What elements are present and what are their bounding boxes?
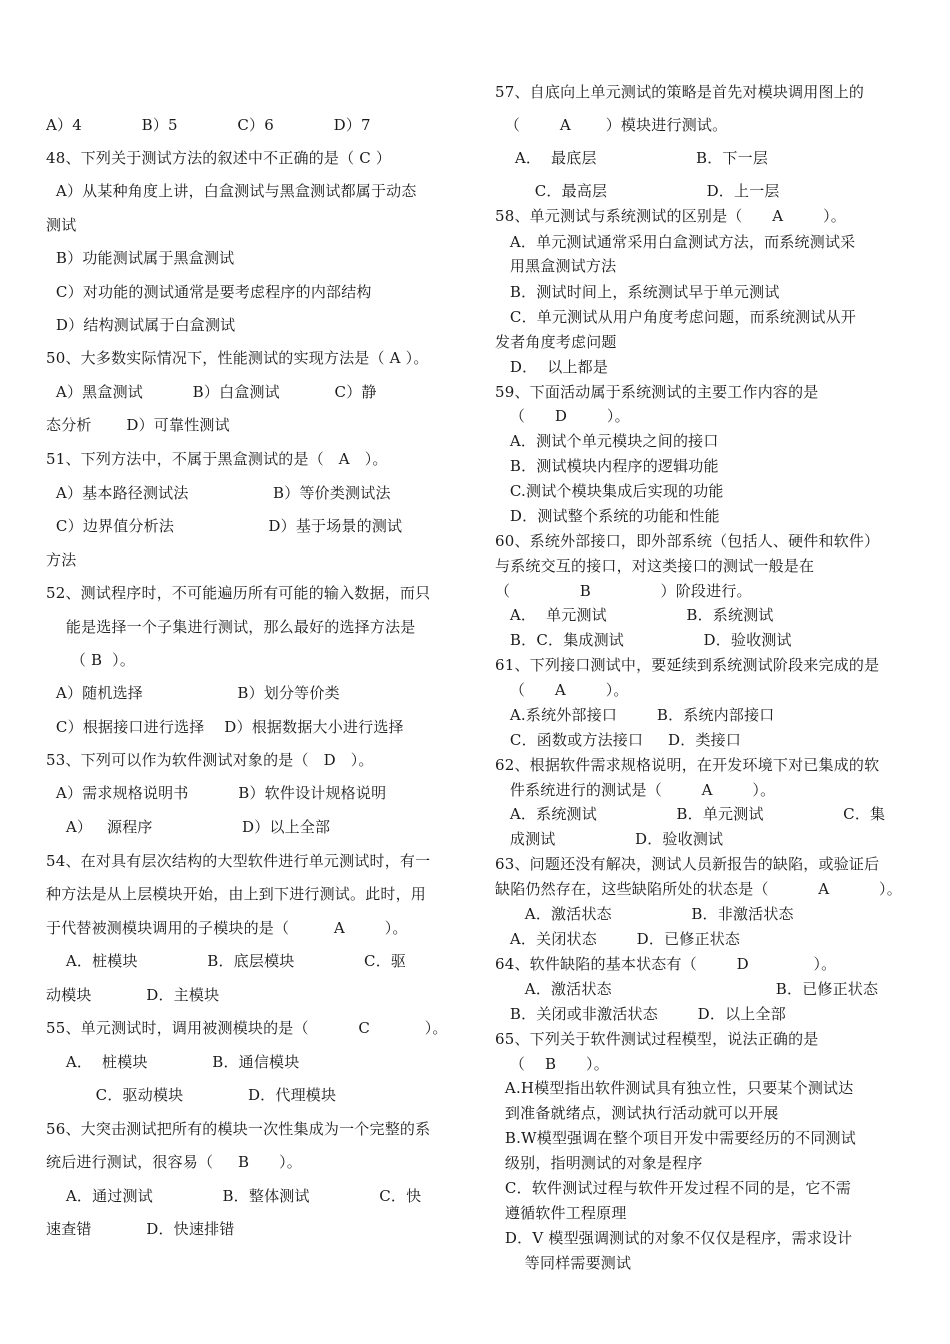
option-line: A． 单元测试 B．系统测试 <box>495 606 774 624</box>
option-line: A）随机选择 B）划分等价类 <box>46 684 340 702</box>
question-line: （ A ）模块进行测试。 <box>495 116 728 134</box>
question-line: （ B ）。 <box>46 651 136 669</box>
option-line: 动模块 D．主模块 <box>46 986 220 1004</box>
option-line: 到准备就绪点，测试执行活动就可以开展 <box>495 1104 779 1122</box>
left-column <box>0 0 470 1344</box>
option-line: A）4 B）5 C）6 D）7 <box>46 116 371 134</box>
question-line: （ D ）。 <box>495 407 630 425</box>
question-line: 48、下列关于测试方法的叙述中不正确的是（ C ） <box>46 149 392 167</box>
question-line: 61、下列接口测试中，要延续到系统测试阶段来完成的是 <box>495 656 880 674</box>
question-line: 65、下列关于软件测试过程模型，说法正确的是 <box>495 1030 819 1048</box>
option-line: C）根据接口进行选择 D）根据数据大小进行选择 <box>46 718 404 736</box>
question-line: 50、大多数实际情况下，性能测试的实现方法是（ A ）。 <box>46 349 429 367</box>
question-line: 64、软件缺陷的基本状态有（ D ）。 <box>495 955 837 973</box>
option-line: C）边界值分析法 D）基于场景的测试 <box>46 517 403 535</box>
option-line: 测试 <box>46 216 77 234</box>
question-line: 51、下列方法中，不属于黑盒测试的是（ A ）。 <box>46 450 388 468</box>
option-line: A.H模型指出软件测试具有独立性，只要某个测试达 <box>495 1079 854 1097</box>
question-line: 与系统交互的接口，对这类接口的测试一般是在 <box>495 557 815 575</box>
option-line: A．系统测试 B．单元测试 C．集 <box>495 805 886 823</box>
question-line: 62、根据软件需求规格说明，在开发环境下对已集成的软 <box>495 756 880 774</box>
option-line: 成测试 D．验收测试 <box>495 830 724 848</box>
option-line: B．测试时间上，系统测试早于单元测试 <box>495 283 780 301</box>
question-line: （ B ）阶段进行。 <box>495 582 752 600</box>
question-line: 种方法是从上层模块开始，由上到下进行测试。此时，用 <box>46 885 427 903</box>
option-line: C.测试个模块集成后实现的功能 <box>495 482 724 500</box>
option-line: D．V 模型强调测试的对象不仅仅是程序，需求设计 <box>495 1229 853 1247</box>
option-line: B．C．集成测试 D．验收测试 <box>495 631 792 649</box>
question-line: （ B ）。 <box>495 1055 609 1073</box>
option-line: B．关闭或非激活状态 D．以上全部 <box>495 1005 786 1023</box>
option-line: A.系统外部接口 B．系统内部接口 <box>495 706 775 724</box>
option-line: 用黑盒测试方法 <box>495 257 617 275</box>
option-line: A）需求规格说明书 B）软件设计规格说明 <box>46 784 387 802</box>
question-line: 57、自底向上单元测试的策略是首先对模块调用图上的 <box>495 83 865 101</box>
option-line: 等同样需要测试 <box>495 1254 632 1272</box>
option-line: A） 源程序 D）以上全部 <box>46 818 331 836</box>
option-line: C．软件测试过程与软件开发过程不同的是，它不需 <box>495 1179 852 1197</box>
option-line: 级别，指明测试的对象是程序 <box>495 1154 703 1172</box>
question-line: （ A ）。 <box>495 681 629 699</box>
option-line: A．通过测试 B．整体测试 C．快 <box>46 1187 422 1205</box>
option-line: D． 以上都是 <box>495 358 609 376</box>
option-line: 态分析 D）可靠性测试 <box>46 416 230 434</box>
option-line: A． 最底层 B．下一层 <box>495 149 769 167</box>
option-line: B）功能测试属于黑盒测试 <box>46 249 235 267</box>
option-line: A．单元测试通常采用白盒测试方法，而系统测试采 <box>495 233 856 251</box>
question-line: 件系统进行的测试是（ A ）。 <box>495 781 776 799</box>
option-line: D）结构测试属于白盒测试 <box>46 316 236 334</box>
question-line: 54、在对具有层次结构的大型软件进行单元测试时，有一 <box>46 852 431 870</box>
option-line: 遵循软件工程原理 <box>495 1204 627 1222</box>
question-line: 于代替被测模块调用的子模块的是（ A ）。 <box>46 919 408 937</box>
option-line: A．激活状态 B．已修正状态 <box>495 980 879 998</box>
option-line: A）从某种角度上讲，白盒测试与黑盒测试都属于动态 <box>46 182 417 200</box>
option-line: C．单元测试从用户角度考虑问题，而系统测试从开 <box>495 308 856 326</box>
option-line: A．测试个单元模块之间的接口 <box>495 432 719 450</box>
option-line: A）基本路径测试法 B）等价类测试法 <box>46 484 391 502</box>
option-line: C．最高层 D．上一层 <box>495 182 780 200</box>
option-line: A）黑盒测试 B）白盒测试 C）静 <box>46 383 377 401</box>
question-line: 60、系统外部接口，即外部系统（包括人、硬件和软件） <box>495 532 880 550</box>
right-column <box>470 0 950 1344</box>
question-line: 52、测试程序时，不可能遍历所有可能的输入数据，而只 <box>46 584 431 602</box>
option-line: B．测试模块内程序的逻辑功能 <box>495 457 719 475</box>
option-line: C）对功能的测试通常是要考虑程序的内部结构 <box>46 283 372 301</box>
option-line: A．激活状态 B．非激活状态 <box>495 905 794 923</box>
question-line: 53、下列可以作为软件测试对象的是（ D ）。 <box>46 751 374 769</box>
question-line: 59、下面活动属于系统测试的主要工作内容的是 <box>495 383 819 401</box>
option-line: C．驱动模块 D．代理模块 <box>46 1086 337 1104</box>
question-line: 63、问题还没有解决，测试人员新报告的缺陷，或验证后 <box>495 855 880 873</box>
question-line: 56、大突击测试把所有的模块一次性集成为一个完整的系 <box>46 1120 431 1138</box>
option-line: 发者角度考虑问题 <box>495 333 617 351</box>
option-line: 速查错 D．快速排错 <box>46 1220 235 1238</box>
question-line: 58、单元测试与系统测试的区别是（ A ）。 <box>495 207 846 225</box>
option-line: D．测试整个系统的功能和性能 <box>495 507 720 525</box>
question-line: 55、单元测试时，调用被测模块的是（ C ）。 <box>46 1019 448 1037</box>
question-line: 统后进行测试，很容易（ B ）。 <box>46 1153 302 1171</box>
option-line: 方法 <box>46 551 77 569</box>
option-line: A．桩模块 B．底层模块 C．驱 <box>46 952 407 970</box>
question-line: 能是选择一个子集进行测试，那么最好的选择方法是 <box>46 618 416 636</box>
option-line: B.W模型强调在整个项目开发中需要经历的不同测试 <box>495 1129 856 1147</box>
option-line: C．函数或方法接口 D．类接口 <box>495 731 742 749</box>
question-line: 缺陷仍然存在，这些缺陷所处的状态是（ A ）。 <box>495 880 902 898</box>
option-line: A． 桩模块 B．通信模块 <box>46 1053 300 1071</box>
option-line: A．关闭状态 D．已修正状态 <box>495 930 741 948</box>
